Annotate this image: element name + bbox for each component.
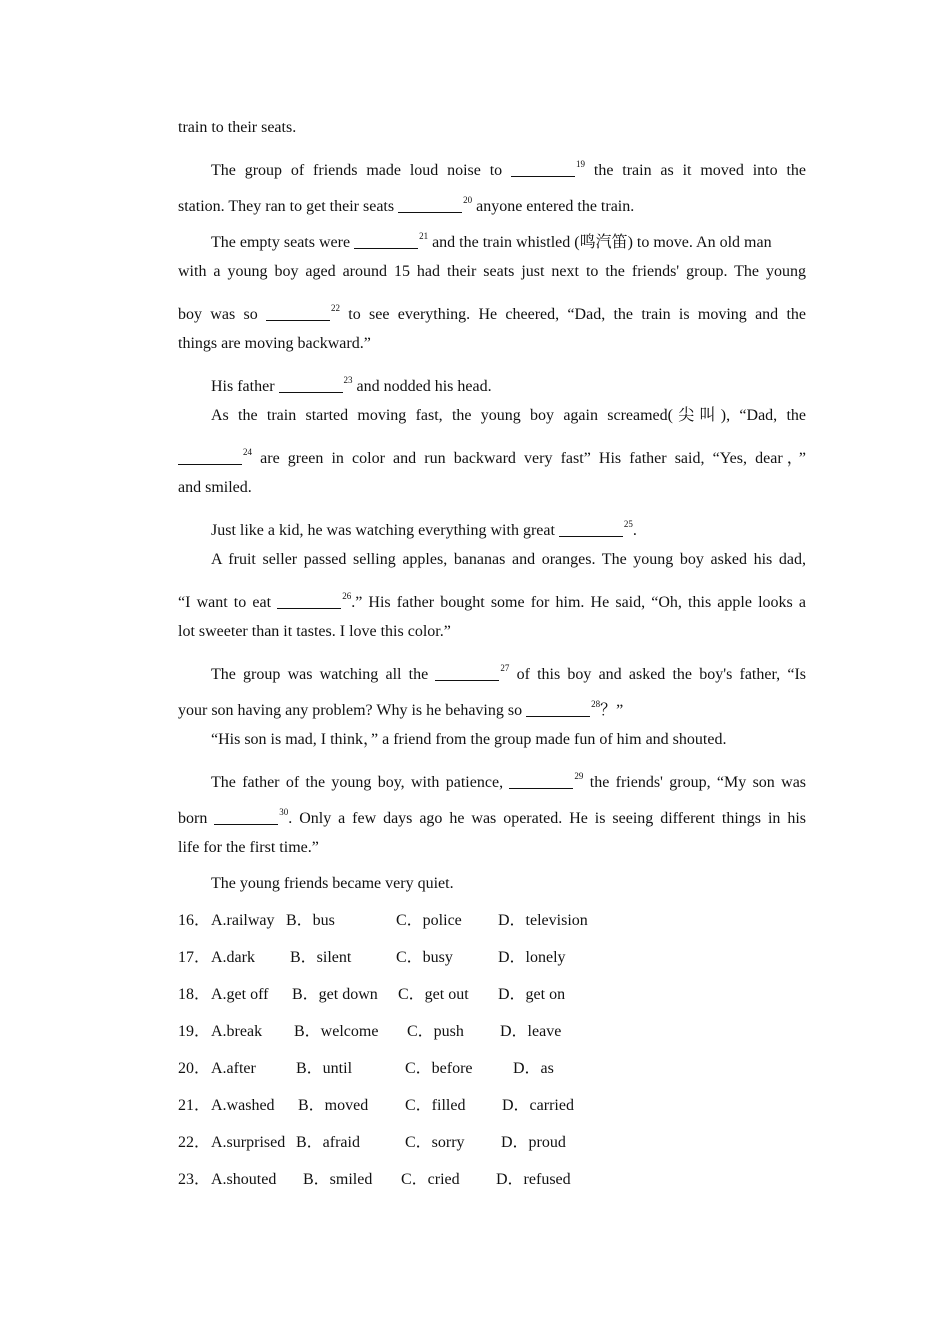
blank-number: 21 bbox=[419, 231, 429, 241]
passage-line bbox=[178, 400, 806, 436]
question-number: 21． bbox=[178, 1097, 211, 1114]
option-d: D．leave bbox=[500, 1023, 562, 1040]
passage-text: .” His father bought some for him. He said, “Oh, this apple looks a bbox=[351, 594, 807, 611]
passage-line bbox=[178, 220, 806, 256]
passage-text: with a young boy aged around 15 had their seats just next to the friends' group. The young bbox=[178, 263, 806, 280]
question-number: 18． bbox=[178, 986, 211, 1003]
option-a: A.washed bbox=[211, 1097, 275, 1114]
question-number: 22． bbox=[178, 1134, 211, 1151]
blank-number: 27 bbox=[500, 663, 510, 673]
passage-text: . Only a few days ago he was operated. He is seeing different things in his bbox=[288, 810, 807, 827]
question-number: 16． bbox=[178, 912, 211, 929]
option-a: A.get off bbox=[211, 986, 269, 1003]
option-c: C．before bbox=[405, 1060, 473, 1077]
blank-number: 19 bbox=[576, 159, 586, 169]
question-19 bbox=[178, 1015, 806, 1052]
option-d: D．get on bbox=[498, 986, 566, 1003]
blank-number: 29 bbox=[574, 771, 584, 781]
passage-text: The group of friends made loud noise to bbox=[211, 162, 503, 179]
question-21 bbox=[178, 1089, 806, 1126]
option-d: D．proud bbox=[501, 1134, 566, 1151]
option-d: D．refused bbox=[496, 1171, 571, 1188]
passage-line bbox=[178, 148, 806, 184]
question-18 bbox=[178, 978, 806, 1015]
passage-line bbox=[178, 436, 806, 472]
passage-text: and smiled. bbox=[178, 479, 252, 496]
passage-line bbox=[178, 184, 806, 220]
option-d: D．lonely bbox=[498, 949, 566, 966]
passage-line bbox=[178, 580, 806, 616]
passage-text: “His son is mad, I think，” a friend from the group made fun of him and shouted. bbox=[211, 731, 727, 748]
blank-23 bbox=[279, 374, 343, 393]
option-a: A.after bbox=[211, 1060, 256, 1077]
blank-21 bbox=[354, 230, 418, 249]
blank-number: 25 bbox=[623, 519, 633, 529]
blank-19 bbox=[511, 158, 575, 177]
option-a: A.dark bbox=[211, 949, 255, 966]
blank-22 bbox=[266, 302, 330, 321]
blank-25 bbox=[559, 518, 623, 537]
option-a: A.railway bbox=[211, 912, 275, 929]
blank-number: 26 bbox=[342, 591, 352, 601]
option-c: C．cried bbox=[401, 1171, 460, 1188]
passage-text: of this boy and asked the boy's father, “Is bbox=[516, 666, 807, 683]
passage-text: The young friends became very quiet. bbox=[211, 875, 454, 892]
passage-text: the train as it moved into the bbox=[593, 162, 807, 179]
option-d: D．carried bbox=[502, 1097, 574, 1114]
blank-29 bbox=[509, 770, 573, 789]
passage-line bbox=[178, 724, 806, 760]
passage-text: things are moving backward.” bbox=[178, 335, 371, 352]
option-a: A.shouted bbox=[211, 1171, 277, 1188]
option-c: C．get out bbox=[398, 986, 469, 1003]
passage-text: lot sweeter than it tastes. I love this color.” bbox=[178, 623, 451, 640]
passage-line bbox=[178, 868, 806, 904]
passage-text: The father of the young boy, with patience, bbox=[211, 774, 504, 791]
blank-24 bbox=[178, 446, 242, 465]
passage-text: born bbox=[178, 810, 208, 827]
passage-text: life for the first time.” bbox=[178, 839, 319, 856]
passage-text: “I want to eat bbox=[178, 594, 272, 611]
option-d: D．television bbox=[498, 912, 588, 929]
passage-text: A fruit seller passed selling apples, bananas and oranges. The young boy asked his dad, bbox=[211, 551, 806, 568]
option-c: C．busy bbox=[396, 949, 453, 966]
option-c: C．police bbox=[396, 912, 462, 929]
question-20 bbox=[178, 1052, 806, 1089]
passage-text: ？” bbox=[600, 702, 624, 719]
passage-text: to see everything. He cheered, “Dad, the train is moving and the bbox=[348, 306, 807, 323]
blank-number: 20 bbox=[463, 195, 473, 205]
passage-text: your son having any problem? Why is he behaving so bbox=[178, 702, 523, 719]
question-list bbox=[178, 904, 806, 1200]
passage-text: . bbox=[632, 522, 637, 539]
option-b: B．moved bbox=[298, 1097, 369, 1114]
passage-line bbox=[178, 292, 806, 328]
blank-number: 24 bbox=[243, 447, 252, 457]
option-c: C．push bbox=[407, 1023, 464, 1040]
option-b: B．bus bbox=[286, 912, 335, 929]
passage-text: His father bbox=[211, 378, 275, 395]
option-b: B．get down bbox=[292, 986, 378, 1003]
passage-text: and the train whistled (鸣汽笛) to move. An old man bbox=[432, 234, 772, 251]
passage-text: train to their seats. bbox=[178, 119, 297, 136]
option-a: A.surprised bbox=[211, 1134, 286, 1151]
option-a: A.break bbox=[211, 1023, 263, 1040]
passage-line bbox=[178, 652, 806, 688]
blank-number: 30 bbox=[279, 807, 289, 817]
question-number: 19． bbox=[178, 1023, 211, 1040]
passage-line bbox=[178, 544, 806, 580]
blank-26 bbox=[277, 590, 341, 609]
blank-number: 23 bbox=[343, 375, 353, 385]
passage-line bbox=[178, 508, 806, 544]
blank-number: 28 bbox=[591, 699, 601, 709]
passage-text: the friends' group, “My son was bbox=[589, 774, 807, 791]
passage-text: and nodded his head. bbox=[356, 378, 492, 395]
question-23 bbox=[178, 1163, 806, 1200]
blank-30 bbox=[214, 806, 278, 825]
option-b: B．welcome bbox=[294, 1023, 379, 1040]
passage-line bbox=[178, 832, 806, 868]
passage-line bbox=[178, 616, 806, 652]
question-16 bbox=[178, 904, 806, 941]
question-number: 23． bbox=[178, 1171, 211, 1188]
passage-text: Just like a kid, he was watching everything with great bbox=[211, 522, 555, 539]
option-d: D．as bbox=[513, 1060, 554, 1077]
blank-number: 22 bbox=[331, 303, 340, 313]
question-number: 17． bbox=[178, 949, 211, 966]
option-b: B．afraid bbox=[296, 1134, 360, 1151]
passage-line bbox=[178, 256, 806, 292]
passage-line bbox=[178, 472, 806, 508]
passage-line bbox=[178, 688, 806, 724]
passage-line bbox=[178, 112, 806, 148]
passage-text: The group was watching all the bbox=[211, 666, 429, 683]
option-b: B．silent bbox=[290, 949, 352, 966]
option-c: C．sorry bbox=[405, 1134, 465, 1151]
option-c: C．filled bbox=[405, 1097, 466, 1114]
passage-text: The empty seats were bbox=[211, 234, 351, 251]
passage-line bbox=[178, 760, 806, 796]
passage-text: station. They ran to get their seats bbox=[178, 198, 395, 215]
blank-28 bbox=[526, 698, 590, 717]
passage bbox=[178, 112, 806, 1200]
passage-line bbox=[178, 328, 806, 364]
passage-text: anyone entered the train. bbox=[476, 198, 635, 215]
passage-text: As the train started moving fast, the young boy again screamed(尖叫), “Dad, the bbox=[211, 407, 806, 424]
passage-line bbox=[178, 796, 806, 832]
passage-text: are green in color and run backward very fast” His father said, “Yes, dear，” bbox=[260, 450, 806, 467]
option-b: B．until bbox=[296, 1060, 353, 1077]
passage-text: boy was so bbox=[178, 306, 258, 323]
passage-line bbox=[178, 364, 806, 400]
blank-20 bbox=[398, 194, 462, 213]
blank-27 bbox=[435, 662, 499, 681]
question-number: 20． bbox=[178, 1060, 211, 1077]
question-22 bbox=[178, 1126, 806, 1163]
question-17 bbox=[178, 941, 806, 978]
option-b: B．smiled bbox=[303, 1171, 373, 1188]
